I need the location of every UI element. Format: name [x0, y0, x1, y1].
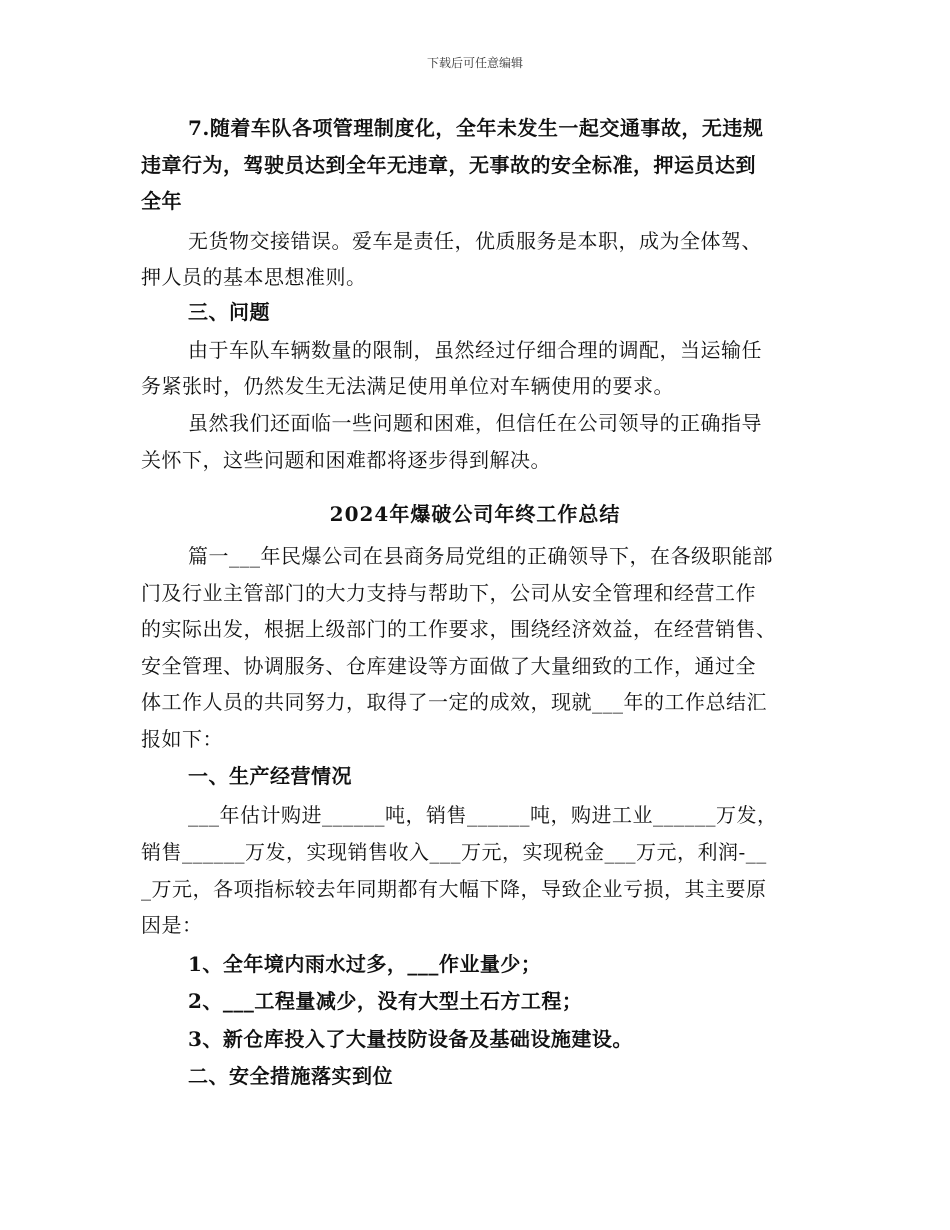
list-item: 3、新仓库投入了大量技防设备及基础设施建设。 [188, 1027, 633, 1051]
paragraph-line: 押人员的基本思想准则。 [141, 265, 367, 289]
page-header: 下载后可任意编辑 [426, 56, 523, 70]
paragraph-line: 销售______万发，实现销售收入___万元，实现税金___万元，利润-__ [141, 840, 767, 864]
section-heading: 三、问题 [188, 300, 270, 324]
paragraph-line: 关怀下，这些问题和困难都将逐步得到解决。 [141, 448, 551, 472]
paragraph-line: 由于车队车辆数量的限制，虽然经过仔细合理的调配，当运输任 [188, 338, 762, 362]
paragraph-line: ___年估计购进______吨，销售______吨，购进工业______万发， [188, 803, 778, 827]
list-item: 1、全年境内雨水过多，___作业量少； [188, 952, 542, 976]
paragraph-line: 篇一___年民爆公司在县商务局党组的正确领导下，在各级职能部 [188, 544, 773, 568]
paragraph-line: 安全管理、协调服务、仓库建设等方面做了大量细致的工作，通过全 [141, 654, 756, 678]
paragraph-line: 门及行业主管部门的大力支持与帮助下，公司从安全管理和经营工作 [141, 581, 756, 605]
paragraph-line: 务紧张时，仍然发生无法满足使用单位对车辆使用的要求。 [141, 374, 674, 398]
list-item: 2、___工程量减少，没有大型土石方工程； [188, 989, 583, 1013]
paragraph-line: 虽然我们还面临一些问题和困难，但信任在公司领导的正确指导 [188, 411, 762, 435]
paragraph-line: 报如下： [141, 727, 223, 751]
paragraph-line: 的实际出发，根据上级部门的工作要求，围绕经济效益，在经营销售、 [141, 617, 777, 641]
section-heading: 二、安全措施落实到位 [188, 1064, 393, 1088]
paragraph-line: 违章行为，驾驶员达到全年无违章，无事故的安全标准，押运员达到 [141, 153, 756, 177]
paragraph-line: 7.随着车队各项管理制度化，全年未发生一起交通事故，无违规 [188, 116, 764, 140]
paragraph-line: 全年 [141, 189, 182, 213]
paragraph-line: 无货物交接错误。爱车是责任，优质服务是本职，成为全体驾、 [188, 229, 762, 253]
document-title: 2024年爆破公司年终工作总结 [329, 502, 621, 526]
section-heading: 一、生产经营情况 [188, 764, 352, 788]
paragraph-line: 体工作人员的共同努力，取得了一定的成效，现就___年的工作总结汇 [141, 690, 767, 714]
paragraph-line: _万元，各项指标较去年同期都有大幅下降，导致企业亏损，其主要原 [141, 877, 767, 901]
paragraph-line: 因是： [141, 913, 203, 937]
